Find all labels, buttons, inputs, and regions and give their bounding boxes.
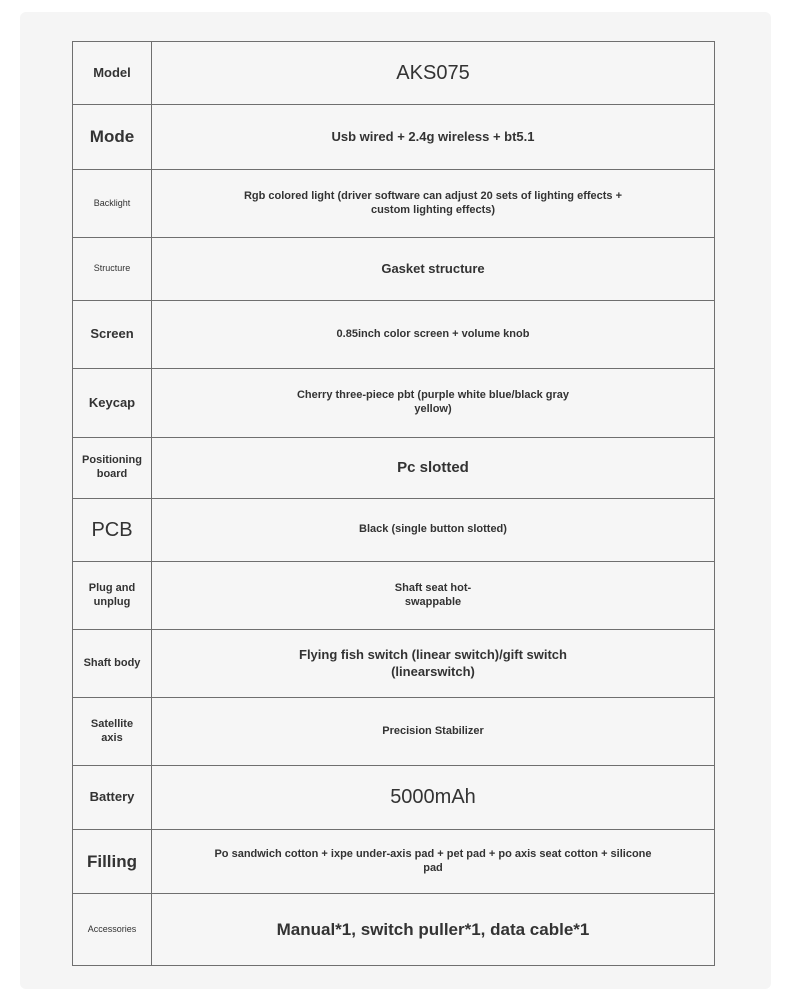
spec-value: 0.85inch color screen + volume knob xyxy=(152,301,715,369)
table-row xyxy=(73,766,715,830)
spec-label: Positioning board xyxy=(73,438,152,499)
spec-value: Precision Stabilizer xyxy=(152,698,715,766)
spec-value: Manual*1, switch puller*1, data cable*1 xyxy=(152,894,715,966)
spec-value: Gasket structure xyxy=(152,238,715,301)
spec-label: Mode xyxy=(73,105,152,170)
spec-label: Plug and unplug xyxy=(73,562,152,630)
table-row xyxy=(73,830,715,894)
spec-value: Rgb colored light (driver software can adjust 20 sets of lighting effects + custom lighting effects) xyxy=(152,170,715,238)
spec-value: 5000mAh xyxy=(152,766,715,830)
spec-label: Keycap xyxy=(73,369,152,438)
spec-label: Accessories xyxy=(73,894,152,966)
table-row xyxy=(73,42,715,105)
spec-label: Backlight xyxy=(73,170,152,238)
table-row xyxy=(73,698,715,766)
spec-label: Battery xyxy=(73,766,152,830)
spec-value: Po sandwich cotton + ixpe under-axis pad + pet pad + po axis seat cotton + silicone pad xyxy=(152,830,715,894)
table-row xyxy=(73,562,715,630)
spec-value: Cherry three-piece pbt (purple white blue/black gray yellow) xyxy=(152,369,715,438)
spec-label: Filling xyxy=(73,830,152,894)
spec-label: PCB xyxy=(73,499,152,562)
table-row xyxy=(73,894,715,966)
spec-value: Black (single button slotted) xyxy=(152,499,715,562)
spec-value: Pc slotted xyxy=(152,438,715,499)
spec-value: Usb wired + 2.4g wireless + bt5.1 xyxy=(152,105,715,170)
spec-label: Structure xyxy=(73,238,152,301)
table-row xyxy=(73,369,715,438)
spec-label: Screen xyxy=(73,301,152,369)
table-row xyxy=(73,170,715,238)
table-row xyxy=(73,630,715,698)
table-row xyxy=(73,499,715,562)
spec-label: Shaft body xyxy=(73,630,152,698)
table-row xyxy=(73,301,715,369)
table-row xyxy=(73,438,715,499)
spec-value: AKS075 xyxy=(152,42,715,105)
spec-value: Flying fish switch (linear switch)/gift switch (linearswitch) xyxy=(152,630,715,698)
spec-label: Satellite axis xyxy=(73,698,152,766)
spec-value: Shaft seat hot-swappable xyxy=(152,562,715,630)
spec-table xyxy=(72,41,715,966)
table-row xyxy=(73,105,715,170)
spec-label: Model xyxy=(73,42,152,105)
table-row xyxy=(73,238,715,301)
